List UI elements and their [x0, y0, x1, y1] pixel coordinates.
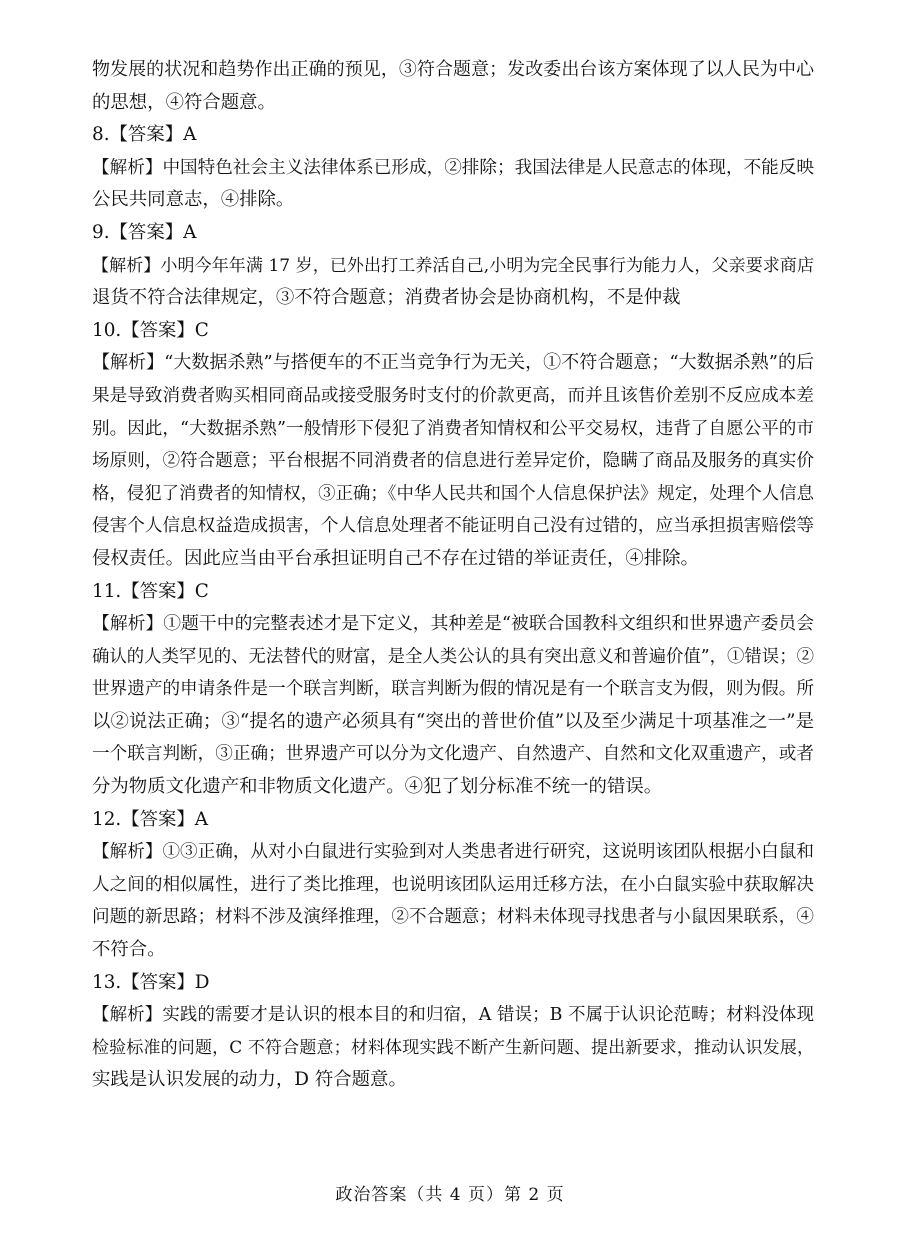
text-line: 别。因此，“大数据杀熟”一般情形下侵犯了消费者知情权和公平交易权，违背了自愿公平的市 [92, 418, 814, 439]
text-line: 分为物质文化遗产和非物质文化遗产。④犯了划分标准不统一的错误。 [92, 776, 663, 798]
text-line: 侵害个人信息权益造成损害，个人信息处理者不能证明自己没有过错的，应当承担损害赔偿等 [92, 516, 814, 537]
text-line: 场原则，②符合题意；平台根据不同消费者的信息进行差异定价，隐瞒了商品及服务的真实价 [92, 451, 814, 472]
text-line: 不符合。 [92, 939, 166, 961]
text-line: 侵权责任。因此应当由平台承担证明自己不存在过错的举证责任，④排除。 [92, 547, 699, 569]
text-line: 实践是认识发展的动力，D 符合题意。 [92, 1069, 407, 1091]
text-line: 【解析】实践的需要才是认识的根本目的和归宿，A 错误；B 不属于认识论范畴；材料没体现 [92, 1005, 814, 1026]
text-line: 退货不符合法律规定，③不符合题意；消费者协会是协商机构，不是仲裁 [92, 287, 681, 309]
text-line: 一个联言判断，③正确；世界遗产可以分为文化遗产、自然遗产、自然和文化双重遗产，或者 [92, 744, 814, 765]
text-line: 12.【答案】A [92, 808, 209, 830]
text-line: 物发展的状况和趋势作出正确的预见，③符合题意；发改委出台该方案体现了以人民为中心 [92, 59, 814, 80]
text-line: 【解析】小明今年年满 17 岁，已外出打工养活自己,小明为完全民事行为能力人，父亲要求商店 [92, 255, 814, 276]
text-line: 【解析】①③正确，从对小白鼠进行实验到对人类患者进行研究，这说明该团队根据小白鼠和 [92, 842, 814, 863]
text-line: 9.【答案】A [92, 221, 197, 243]
text-line: 11.【答案】C [92, 580, 209, 602]
page-footer: 政治答案（共 4 页）第 2 页 [335, 1185, 565, 1205]
text-line: 【解析】①题干中的完整表述才是下定义，其种差是“被联合国教科文组织和世界遗产委员会 [92, 613, 814, 635]
text-line: 人之间的相似属性，进行了类比推理，也说明该团队运用迁移方法，在小白鼠实验中获取解决 [92, 874, 814, 895]
text-line: 【解析】“大数据杀熟”与搭便车的不正当竞争行为无关，①不符合题意；“大数据杀熟”的后 [92, 352, 814, 374]
text-line: 问题的新思路；材料不涉及演绎推理，②不合题意；材料未体现寻找患者与小鼠因果联系，④ [92, 907, 814, 928]
text-line: 世界遗产的申请条件是一个联言判断，联言判断为假的情况是有一个联言支为假，则为假。所 [92, 679, 814, 700]
text-line: 公民共同意志，④排除。 [92, 189, 295, 211]
text-line: 8.【答案】A [92, 124, 197, 146]
text-line: 【解析】中国特色社会主义法律体系已形成，②排除；我国法律是人民意志的体现，不能反映 [92, 157, 814, 178]
text-line: 13.【答案】D [92, 971, 210, 993]
text-line: 的思想，④符合题意。 [92, 91, 276, 113]
text-line: 确认的人类罕见的、无法替代的财富，是全人类公认的具有突出意义和普遍价值”，①错误；② [92, 646, 814, 667]
text-line: 10.【答案】C [92, 319, 209, 341]
text-line: 以②说法正确；③“提名的遗产必须具有“突出的普世价值”以及至少满足十项基准之一”是 [92, 710, 814, 732]
text-line: 检验标准的问题，C 不符合题意；材料体现实践不断产生新问题、提出新要求，推动认识发展， [92, 1037, 814, 1058]
text-line: 格，侵犯了消费者的知情权，③正确；《中华人民共和国个人信息保护法》规定，处理个人信息 [92, 483, 814, 504]
answer-explanations [92, 54, 814, 1097]
text-line: 果是导致消费者购买相同商品或接受服务时支付的价款更高，而并且该售价差别不反应成本差 [92, 385, 814, 406]
